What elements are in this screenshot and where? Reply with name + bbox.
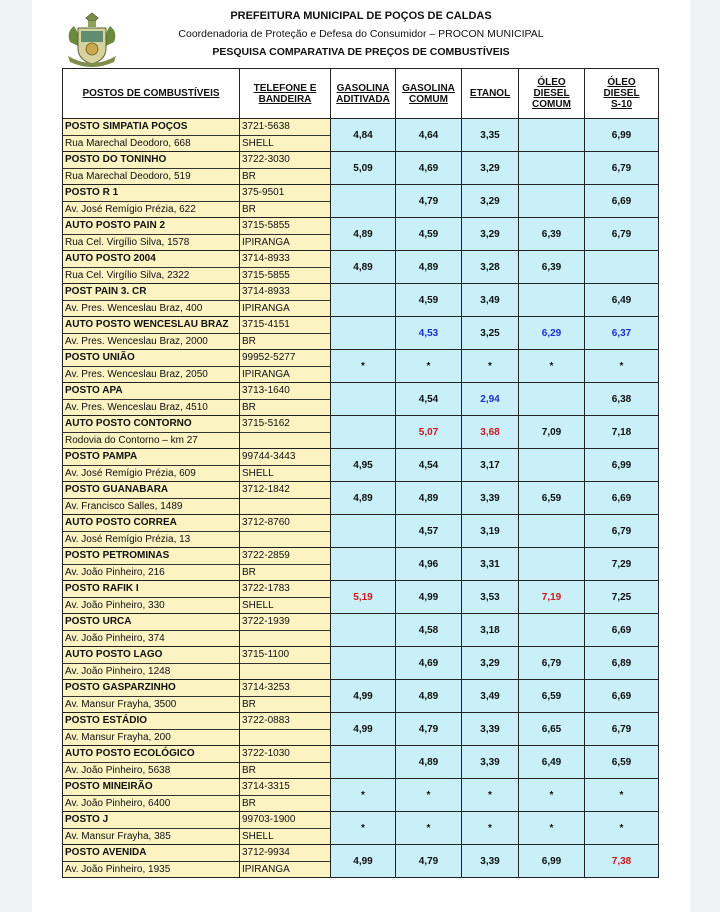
price-gas-aditivada: 4,89 [331, 218, 396, 251]
station-cell [63, 845, 240, 878]
price-gas-comum: 4,57 [396, 515, 462, 548]
station-name: POST PAIN 3. CR [63, 284, 239, 301]
phone-cell [240, 647, 331, 680]
price-gas-aditivada: 4,99 [331, 845, 396, 878]
station-address: Av. João Pinheiro, 374 [65, 633, 165, 644]
station-name: AUTO POSTO CONTORNO [63, 416, 239, 433]
station-cell [63, 812, 240, 845]
phone-cell [240, 185, 331, 218]
price-gas-aditivada: 5,19 [331, 581, 396, 614]
station-phone: 3712-8760 [240, 515, 330, 532]
table-row [63, 845, 659, 878]
price-etanol: 3,29 [462, 152, 519, 185]
phone-cell [240, 482, 331, 515]
table-row [63, 416, 659, 449]
price-gas-aditivada [331, 185, 396, 218]
price-etanol: 2,94 [462, 383, 519, 416]
station-flag: IPIRANGA [242, 864, 290, 875]
station-flag: 3715-5855 [242, 270, 290, 281]
station-address: Av. João Pinheiro, 5638 [65, 765, 171, 776]
price-diesel-s10 [585, 251, 659, 284]
station-phone: 3722-1783 [240, 581, 330, 598]
price-gas-comum: 4,89 [396, 680, 462, 713]
price-gas-aditivada: * [331, 779, 396, 812]
table-row [63, 119, 659, 152]
price-gas-aditivada: 4,99 [331, 680, 396, 713]
price-diesel-comum: 6,79 [519, 647, 585, 680]
station-cell [63, 581, 240, 614]
col-header-gas-comum: GASOLINA COMUM [396, 69, 462, 119]
station-flag: SHELL [242, 468, 274, 479]
station-flag [240, 730, 330, 745]
station-name: POSTO PAMPA [63, 449, 239, 466]
station-address: Rua Marechal Deodoro, 668 [65, 138, 191, 149]
price-gas-aditivada: 4,95 [331, 449, 396, 482]
price-diesel-s10: 6,89 [585, 647, 659, 680]
price-gas-aditivada [331, 548, 396, 581]
station-name: POSTO J [63, 812, 239, 829]
station-flag [240, 499, 330, 514]
station-phone: 99744-3443 [240, 449, 330, 466]
table-row [63, 152, 659, 185]
station-cell [63, 383, 240, 416]
price-gas-comum: 4,69 [396, 647, 462, 680]
price-diesel-comum: * [519, 779, 585, 812]
price-gas-comum: 4,89 [396, 251, 462, 284]
station-cell [63, 680, 240, 713]
price-gas-aditivada: * [331, 812, 396, 845]
table-row [63, 350, 659, 383]
station-address: Av. João Pinheiro, 330 [65, 600, 165, 611]
price-diesel-s10: 6,69 [585, 614, 659, 647]
station-address: Av. João Pinheiro, 216 [65, 567, 165, 578]
station-name: POSTO SIMPATIA POÇOS [63, 119, 239, 136]
station-name: AUTO POSTO 2004 [63, 251, 239, 268]
station-address: Av. José Remígio Prézia, 609 [65, 468, 196, 479]
station-name: AUTO POSTO WENCESLAU BRAZ [63, 317, 239, 334]
phone-cell [240, 218, 331, 251]
price-etanol: 3,29 [462, 647, 519, 680]
price-gas-comum: * [396, 779, 462, 812]
station-name: POSTO GUANABARA [63, 482, 239, 499]
price-diesel-s10: * [585, 350, 659, 383]
phone-cell [240, 680, 331, 713]
price-etanol: 3,28 [462, 251, 519, 284]
station-phone: 375-9501 [240, 185, 330, 202]
price-diesel-comum: 6,39 [519, 251, 585, 284]
station-cell [63, 779, 240, 812]
station-cell [63, 482, 240, 515]
station-name: AUTO POSTO ECOLÓGICO [63, 746, 239, 763]
station-flag [240, 664, 330, 679]
price-gas-aditivada [331, 614, 396, 647]
price-etanol: * [462, 350, 519, 383]
table-row [63, 515, 659, 548]
price-gas-aditivada: 5,09 [331, 152, 396, 185]
price-diesel-s10: 6,79 [585, 713, 659, 746]
phone-cell [240, 350, 331, 383]
station-cell [63, 350, 240, 383]
station-address: Av. Pres. Wenceslau Braz, 400 [65, 303, 203, 314]
station-phone: 3721-5638 [240, 119, 330, 136]
price-diesel-comum: 6,39 [519, 218, 585, 251]
station-flag: BR [242, 567, 256, 578]
station-name: POSTO RAFIK I [63, 581, 239, 598]
station-phone: 3722-2859 [240, 548, 330, 565]
price-etanol: 3,29 [462, 218, 519, 251]
table-row [63, 713, 659, 746]
col-header-etanol: ETANOL [462, 69, 519, 119]
station-address: Av. Pres. Wenceslau Braz, 4510 [65, 402, 208, 413]
table-row [63, 251, 659, 284]
phone-cell [240, 251, 331, 284]
station-phone: 3714-3315 [240, 779, 330, 796]
station-flag: BR [242, 699, 256, 710]
station-phone: 3713-1640 [240, 383, 330, 400]
station-address: Av. José Remígio Prézia, 13 [65, 534, 191, 545]
fuel-price-table [62, 68, 659, 878]
station-address: Av. Francisco Salles, 1489 [65, 501, 183, 512]
price-gas-comum: 5,07 [396, 416, 462, 449]
station-cell [63, 251, 240, 284]
station-cell [63, 218, 240, 251]
station-address: Rua Marechal Deodoro, 519 [65, 171, 191, 182]
price-gas-comum: 4,96 [396, 548, 462, 581]
station-flag: BR [242, 765, 256, 776]
phone-cell [240, 119, 331, 152]
price-diesel-s10: 7,25 [585, 581, 659, 614]
price-diesel-s10: * [585, 779, 659, 812]
station-flag [240, 532, 330, 547]
price-gas-aditivada [331, 284, 396, 317]
price-diesel-s10: 6,79 [585, 152, 659, 185]
station-phone: 3722-1030 [240, 746, 330, 763]
table-row [63, 449, 659, 482]
table-row [63, 647, 659, 680]
phone-cell [240, 614, 331, 647]
station-name: POSTO AVENIDA [63, 845, 239, 862]
station-address: Av. Pres. Wenceslau Braz, 2000 [65, 336, 208, 347]
station-phone: 3715-5162 [240, 416, 330, 433]
phone-cell [240, 581, 331, 614]
station-name: POSTO DO TONINHO [63, 152, 239, 169]
price-diesel-comum: 6,99 [519, 845, 585, 878]
station-flag: SHELL [242, 138, 274, 149]
table-row [63, 812, 659, 845]
price-etanol: 3,17 [462, 449, 519, 482]
price-gas-comum: 4,58 [396, 614, 462, 647]
station-name: AUTO POSTO PAIN 2 [63, 218, 239, 235]
price-gas-aditivada: 4,84 [331, 119, 396, 152]
station-phone: 3714-8933 [240, 284, 330, 301]
price-etanol: 3,18 [462, 614, 519, 647]
table-header-row [63, 69, 659, 119]
price-gas-aditivada: 4,89 [331, 482, 396, 515]
phone-cell [240, 779, 331, 812]
station-address: Av. João Pinheiro, 6400 [65, 798, 171, 809]
price-diesel-comum: * [519, 812, 585, 845]
header-survey-title: PESQUISA COMPARATIVA DE PREÇOS DE COMBUSTÍVEIS [212, 46, 510, 58]
price-gas-aditivada [331, 383, 396, 416]
station-cell [63, 713, 240, 746]
station-address: Av. João Pinheiro, 1935 [65, 864, 171, 875]
col-header-station: POSTOS DE COMBUSTÍVEIS [63, 69, 240, 119]
station-flag [240, 433, 330, 448]
price-gas-comum: 4,64 [396, 119, 462, 152]
document-header [32, 6, 690, 64]
price-gas-aditivada [331, 317, 396, 350]
station-phone: 3715-1100 [240, 647, 330, 664]
price-etanol: 3,35 [462, 119, 519, 152]
price-diesel-comum [519, 449, 585, 482]
price-diesel-comum [519, 614, 585, 647]
price-gas-aditivada [331, 746, 396, 779]
table-row [63, 746, 659, 779]
station-address: Av. João Pinheiro, 1248 [65, 666, 171, 677]
price-diesel-comum: 6,49 [519, 746, 585, 779]
price-gas-comum: 4,79 [396, 713, 462, 746]
price-diesel-comum [519, 119, 585, 152]
phone-cell [240, 548, 331, 581]
price-etanol: 3,49 [462, 284, 519, 317]
price-gas-comum: 4,53 [396, 317, 462, 350]
price-diesel-comum [519, 185, 585, 218]
station-cell [63, 614, 240, 647]
price-diesel-s10: 6,69 [585, 482, 659, 515]
station-cell [63, 548, 240, 581]
price-diesel-s10: 6,99 [585, 449, 659, 482]
station-cell [63, 449, 240, 482]
price-gas-comum: 4,54 [396, 449, 462, 482]
price-diesel-comum [519, 515, 585, 548]
station-cell [63, 746, 240, 779]
station-phone: 3722-3030 [240, 152, 330, 169]
price-diesel-s10: 7,18 [585, 416, 659, 449]
price-diesel-s10: 6,79 [585, 515, 659, 548]
price-diesel-comum: 6,29 [519, 317, 585, 350]
table-row [63, 581, 659, 614]
price-gas-aditivada: * [331, 350, 396, 383]
price-diesel-s10: 6,69 [585, 680, 659, 713]
station-name: POSTO PETROMINAS [63, 548, 239, 565]
price-etanol: 3,25 [462, 317, 519, 350]
price-etanol: 3,53 [462, 581, 519, 614]
price-diesel-s10: 6,37 [585, 317, 659, 350]
table-row [63, 614, 659, 647]
station-cell [63, 647, 240, 680]
price-gas-aditivada: 4,89 [331, 251, 396, 284]
phone-cell [240, 812, 331, 845]
price-diesel-s10: * [585, 812, 659, 845]
price-diesel-s10: 6,69 [585, 185, 659, 218]
station-address: Av. Mansur Frayha, 385 [65, 831, 171, 842]
station-cell [63, 317, 240, 350]
station-flag: BR [242, 336, 256, 347]
phone-cell [240, 515, 331, 548]
price-gas-comum: 4,59 [396, 218, 462, 251]
phone-cell [240, 713, 331, 746]
price-etanol: 3,49 [462, 680, 519, 713]
station-phone: 3722-0883 [240, 713, 330, 730]
station-phone: 3714-3253 [240, 680, 330, 697]
station-phone: 3712-9934 [240, 845, 330, 862]
station-flag: IPIRANGA [242, 303, 290, 314]
station-cell [63, 515, 240, 548]
station-phone: 99703-1900 [240, 812, 330, 829]
price-diesel-comum [519, 548, 585, 581]
table-body [63, 119, 659, 878]
price-gas-aditivada [331, 416, 396, 449]
price-gas-comum: * [396, 350, 462, 383]
price-gas-comum: 4,89 [396, 482, 462, 515]
col-header-phone: TELEFONE E BANDEIRA [240, 69, 331, 119]
table-row [63, 317, 659, 350]
station-name: POSTO APA [63, 383, 239, 400]
station-flag: IPIRANGA [242, 369, 290, 380]
col-header-diesel-s10: ÓLEO DIESEL S-10 [585, 69, 659, 119]
station-phone: 3712-1842 [240, 482, 330, 499]
station-name: POSTO ESTÁDIO [63, 713, 239, 730]
phone-cell [240, 284, 331, 317]
price-diesel-s10: 6,99 [585, 119, 659, 152]
phone-cell [240, 152, 331, 185]
station-name: POSTO R 1 [63, 185, 239, 202]
station-name: POSTO UNIÃO [63, 350, 239, 367]
price-etanol: 3,68 [462, 416, 519, 449]
price-diesel-comum: 6,59 [519, 680, 585, 713]
price-gas-aditivada: 4,99 [331, 713, 396, 746]
station-cell [63, 416, 240, 449]
station-address: Av. José Remígio Prézia, 622 [65, 204, 196, 215]
phone-cell [240, 845, 331, 878]
station-flag: IPIRANGA [242, 237, 290, 248]
price-diesel-comum [519, 383, 585, 416]
price-diesel-s10: 6,49 [585, 284, 659, 317]
price-gas-comum: 4,69 [396, 152, 462, 185]
price-diesel-comum [519, 284, 585, 317]
station-flag: BR [242, 402, 256, 413]
price-gas-comum: 4,54 [396, 383, 462, 416]
station-cell [63, 185, 240, 218]
price-diesel-comum: 7,09 [519, 416, 585, 449]
phone-cell [240, 317, 331, 350]
price-gas-comum: 4,99 [396, 581, 462, 614]
price-gas-comum: * [396, 812, 462, 845]
price-gas-aditivada [331, 515, 396, 548]
station-flag: BR [242, 204, 256, 215]
station-phone: 3715-5855 [240, 218, 330, 235]
price-etanol: * [462, 779, 519, 812]
price-diesel-comum: * [519, 350, 585, 383]
station-cell [63, 119, 240, 152]
price-gas-comum: 4,79 [396, 185, 462, 218]
station-phone: 99952-5277 [240, 350, 330, 367]
col-header-gas-aditivada: GASOLINA ADITIVADA [331, 69, 396, 119]
station-flag: SHELL [242, 831, 274, 842]
phone-cell [240, 746, 331, 779]
price-etanol: * [462, 812, 519, 845]
table-row [63, 779, 659, 812]
table-row [63, 383, 659, 416]
price-etanol: 3,39 [462, 845, 519, 878]
station-phone: 3715-4151 [240, 317, 330, 334]
station-name: AUTO POSTO CORREA [63, 515, 239, 532]
price-etanol: 3,29 [462, 185, 519, 218]
table-row [63, 548, 659, 581]
station-address: Av. Mansur Frayha, 200 [65, 732, 171, 743]
station-address: Rodovia do Contorno – km 27 [65, 435, 198, 446]
station-name: POSTO GASPARZINHO [63, 680, 239, 697]
price-diesel-s10: 7,38 [585, 845, 659, 878]
header-subtitle: Coordenadoria de Proteção e Defesa do Consumidor – PROCON MUNICIPAL [178, 28, 544, 40]
station-address: Av. Mansur Frayha, 3500 [65, 699, 177, 710]
station-flag: SHELL [242, 600, 274, 611]
price-diesel-s10: 7,29 [585, 548, 659, 581]
price-etanol: 3,31 [462, 548, 519, 581]
table-row [63, 680, 659, 713]
phone-cell [240, 416, 331, 449]
price-diesel-s10: 6,59 [585, 746, 659, 779]
price-diesel-comum: 6,65 [519, 713, 585, 746]
station-address: Rua Cel. Virgílio Silva, 1578 [65, 237, 190, 248]
price-diesel-s10: 6,79 [585, 218, 659, 251]
station-flag: BR [242, 171, 256, 182]
price-gas-comum: 4,79 [396, 845, 462, 878]
price-diesel-comum: 6,59 [519, 482, 585, 515]
table-row [63, 284, 659, 317]
price-diesel-comum [519, 152, 585, 185]
station-phone: 3714-8933 [240, 251, 330, 268]
station-cell [63, 152, 240, 185]
station-phone: 3722-1939 [240, 614, 330, 631]
station-flag: BR [242, 798, 256, 809]
price-gas-comum: 4,59 [396, 284, 462, 317]
price-etanol: 3,39 [462, 746, 519, 779]
station-address: Av. Pres. Wenceslau Braz, 2050 [65, 369, 208, 380]
col-header-diesel-comum: ÓLEO DIESEL COMUM [519, 69, 585, 119]
price-gas-aditivada [331, 647, 396, 680]
price-gas-comum: 4,89 [396, 746, 462, 779]
phone-cell [240, 383, 331, 416]
price-etanol: 3,19 [462, 515, 519, 548]
station-name: POSTO MINEIRÃO [63, 779, 239, 796]
station-name: AUTO POSTO LAGO [63, 647, 239, 664]
price-etanol: 3,39 [462, 482, 519, 515]
price-diesel-comum: 7,19 [519, 581, 585, 614]
document-page [32, 0, 690, 912]
phone-cell [240, 449, 331, 482]
table-row [63, 482, 659, 515]
station-cell [63, 284, 240, 317]
price-diesel-s10: 6,38 [585, 383, 659, 416]
station-address: Rua Cel. Virgílio Silva, 2322 [65, 270, 190, 281]
table-row [63, 185, 659, 218]
table-row [63, 218, 659, 251]
price-etanol: 3,39 [462, 713, 519, 746]
station-flag [240, 631, 330, 646]
station-name: POSTO URCA [63, 614, 239, 631]
header-title: PREFEITURA MUNICIPAL DE POÇOS DE CALDAS [230, 10, 492, 22]
